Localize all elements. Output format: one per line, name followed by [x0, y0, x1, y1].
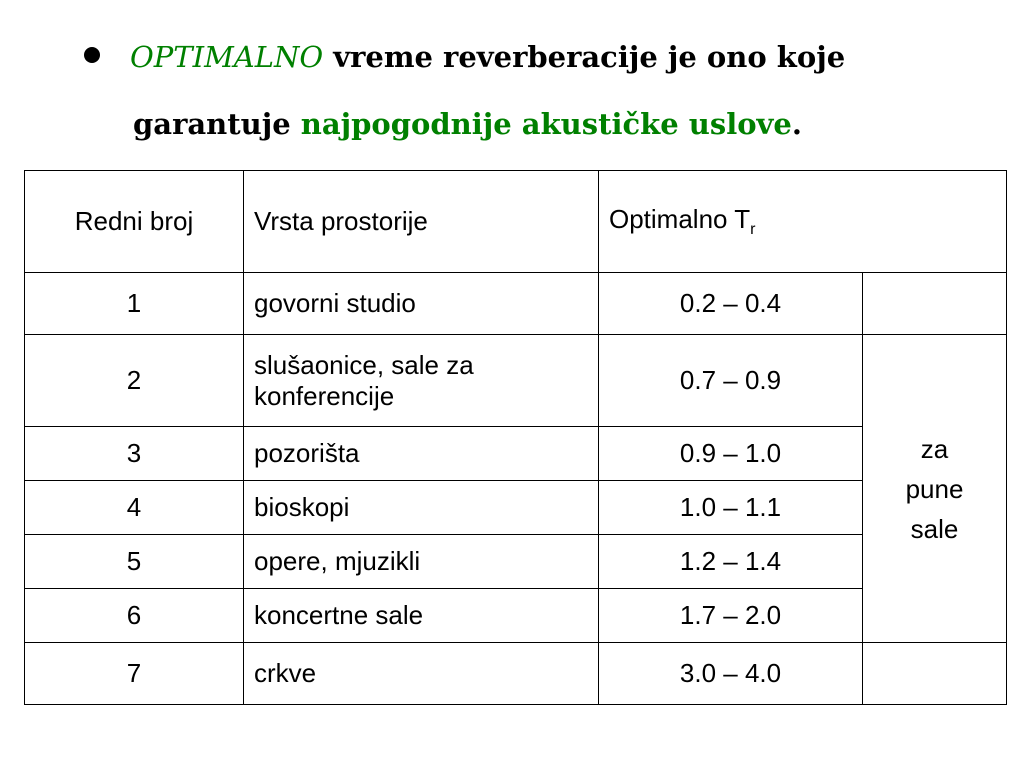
row-value: 0.2 – 0.4: [599, 273, 863, 335]
note-line-3: sale: [910, 513, 959, 544]
note-line-1: za: [920, 433, 949, 464]
row-value: 0.9 – 1.0: [599, 427, 863, 481]
table-row: [25, 589, 1007, 643]
header-optimalno-label: Optimalno T: [609, 203, 751, 234]
table-row: [25, 335, 1007, 427]
heading-accent-word: OPTIMALNO: [130, 40, 324, 74]
heading-line-1: [84, 40, 845, 74]
table-header-row: [25, 171, 1007, 273]
heading-line-2: [133, 107, 802, 141]
row-room-type: pozorišta: [244, 427, 599, 481]
row-number: 2: [25, 335, 244, 427]
row-number: 1: [25, 273, 244, 335]
row-room-type: opere, mjuzikli: [244, 535, 599, 589]
row-number: 3: [25, 427, 244, 481]
row-value: 1.2 – 1.4: [599, 535, 863, 589]
row-number: 7: [25, 643, 244, 705]
row-room-type: govorni studio: [244, 273, 599, 335]
row-value: 1.0 – 1.1: [599, 481, 863, 535]
reverberation-table: [24, 170, 1007, 705]
row-number: 4: [25, 481, 244, 535]
row-number: 5: [25, 535, 244, 589]
row-room-type: koncertne sale: [244, 589, 599, 643]
row-value: 1.7 – 2.0: [599, 589, 863, 643]
bullet-icon: [84, 47, 100, 63]
note-line-2: pune: [905, 473, 964, 504]
row-value: 3.0 – 4.0: [599, 643, 863, 705]
header-optimalno-subscript: r: [750, 221, 756, 239]
note-full-halls: [863, 335, 1007, 643]
row-note-empty: [863, 643, 1007, 705]
row-number: 6: [25, 589, 244, 643]
header-redni-broj: Redni broj: [25, 171, 244, 273]
header-optimalno-tr: [599, 171, 1007, 273]
heading-end: .: [791, 107, 802, 141]
table-row: [25, 427, 1007, 481]
heading-highlight: najpogodnije akustičke uslove: [300, 107, 792, 141]
row-value: 0.7 – 0.9: [599, 335, 863, 427]
header-vrsta-prostorije: Vrsta prostorije: [244, 171, 599, 273]
table-row: [25, 643, 1007, 705]
row-note-empty: [863, 273, 1007, 335]
row-room-type: bioskopi: [244, 481, 599, 535]
row-room-type: slušaonice, sale za konferencije: [244, 335, 599, 427]
heading-part-1: vreme reverberacije je ono koje: [323, 40, 846, 74]
table-row: [25, 535, 1007, 589]
row-room-type: crkve: [244, 643, 599, 705]
table-row: [25, 273, 1007, 335]
table-row: [25, 481, 1007, 535]
heading-part-2: garantuje: [133, 107, 301, 141]
